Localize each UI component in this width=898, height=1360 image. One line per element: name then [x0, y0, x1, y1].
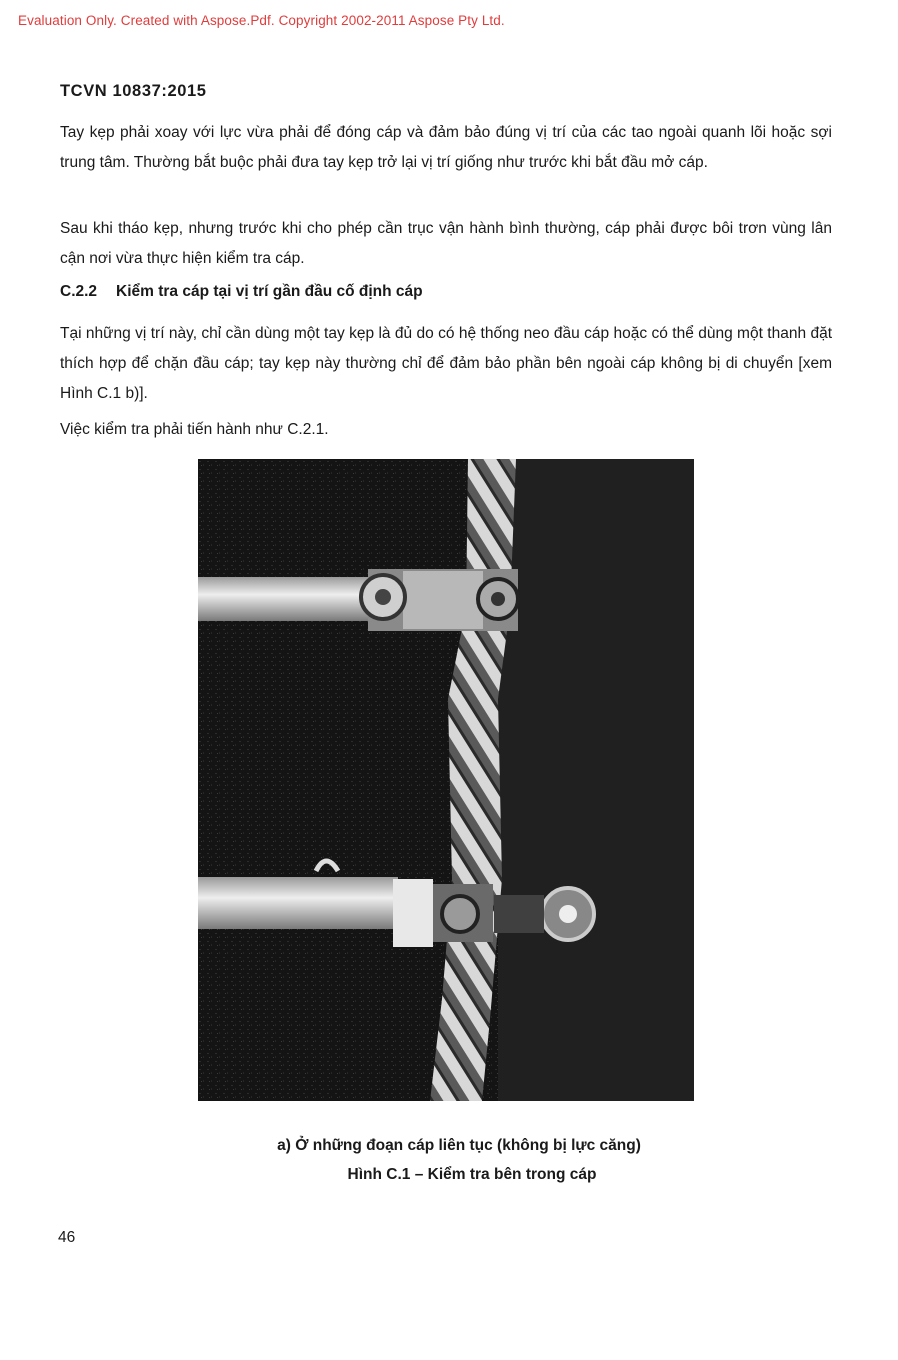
paragraph-clamp-rotation: Tay kẹp phải xoay với lực vừa phải để đóng cáp và đảm bảo đúng vị trí của các tao ngoài quanh lõi hoặc sợi trung tâm. Thường bắt buộc phải đưa tay kẹp trở lại vị trí giống như trước khi bắt đầu mở cáp. — [60, 124, 832, 171]
paragraph-anchor-end: Tại những vị trí này, chỉ cần dùng một tay kẹp là đủ do có hệ thống neo đầu cáp hoặc có thể dùng một thanh đặt thích hợp để chặn đầu cáp; tay kẹp này thường chỉ để đảm bảo phần bên ngoài cáp không bị di chuyển [xem Hình C.1 b)]. — [60, 325, 832, 402]
section-title: Kiểm tra cáp tại vị trí gần đầu cố định cáp — [116, 283, 423, 300]
cable-clamp-illustration — [198, 459, 694, 1101]
section-number: C.2.2 — [60, 283, 98, 300]
figure-subcaption-text: a) Ở những đoạn cáp liên tục (không bị lực căng) — [277, 1137, 641, 1154]
figure-subcaption — [0, 1137, 898, 1155]
paragraph-lubrication: Sau khi tháo kẹp, nhưng trước khi cho phép cần trục vận hành bình thường, cáp phải được bôi trơn vùng lân cận nơi vừa thực hiện kiểm tra cáp. — [60, 220, 832, 267]
document-code: TCVN 10837:2015 — [60, 82, 207, 100]
watermark-text: Evaluation Only. Created with Aspose.Pdf. Copyright 2002-2011 Aspose Pty Ltd. — [18, 13, 505, 28]
figure-title — [0, 1166, 898, 1184]
page-number: 46 — [58, 1229, 76, 1246]
cable-clamp-photo — [198, 459, 694, 1101]
section-heading — [60, 283, 423, 301]
paragraph-procedure-ref: Việc kiểm tra phải tiến hành như C.2.1. — [60, 421, 329, 438]
figure-title-text: Hình C.1 – Kiểm tra bên trong cáp — [347, 1166, 597, 1183]
